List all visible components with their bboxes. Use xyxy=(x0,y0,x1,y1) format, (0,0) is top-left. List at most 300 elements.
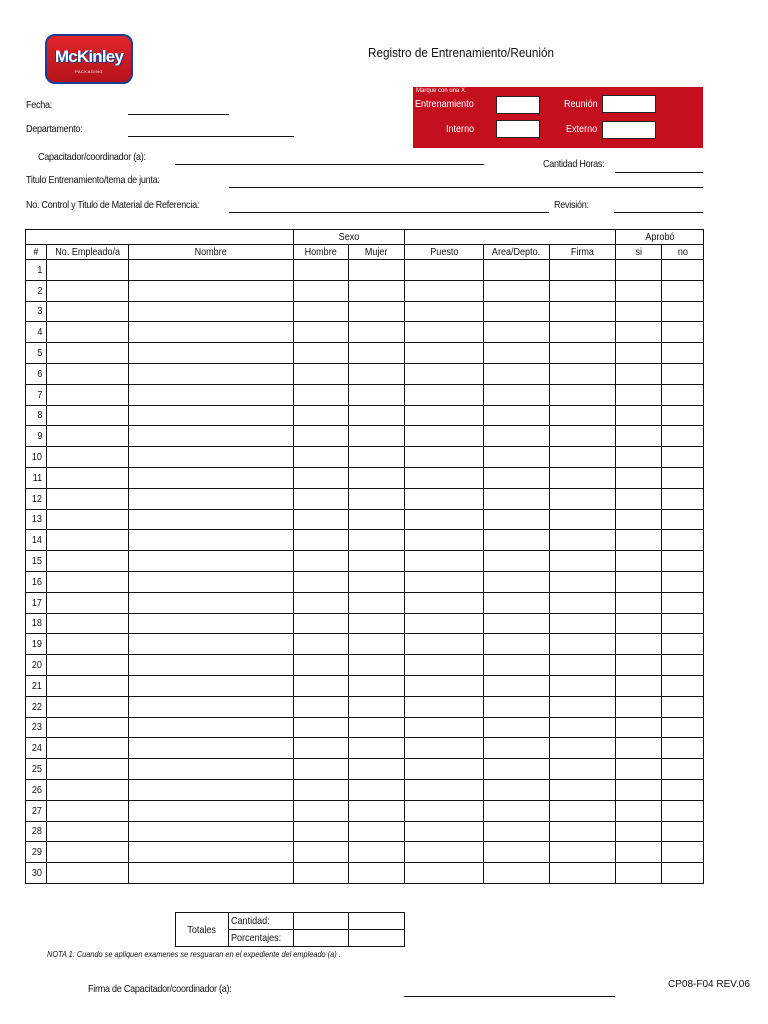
table-cell[interactable] xyxy=(47,343,129,364)
row-number: 6 xyxy=(26,363,47,384)
table-cell[interactable] xyxy=(129,759,294,780)
table-cell[interactable] xyxy=(484,343,550,364)
table-cell[interactable] xyxy=(662,842,704,863)
table-cell[interactable] xyxy=(405,551,484,572)
table-cell[interactable] xyxy=(405,675,484,696)
table-cell[interactable] xyxy=(484,675,550,696)
table-cell[interactable] xyxy=(129,738,294,759)
table-cell[interactable] xyxy=(662,863,704,884)
revision-field[interactable] xyxy=(614,212,703,213)
table-cell[interactable] xyxy=(294,363,349,384)
table-cell[interactable] xyxy=(129,551,294,572)
table-cell[interactable] xyxy=(662,530,704,551)
table-cell[interactable] xyxy=(616,696,662,717)
table-cell[interactable] xyxy=(550,655,616,676)
table-cell[interactable] xyxy=(294,696,349,717)
table-cell[interactable] xyxy=(129,655,294,676)
table-cell[interactable] xyxy=(550,800,616,821)
table-cell[interactable] xyxy=(349,322,405,343)
table-cell[interactable] xyxy=(484,322,550,343)
table-cell[interactable] xyxy=(294,842,349,863)
table-cell[interactable] xyxy=(405,634,484,655)
table-cell[interactable] xyxy=(349,759,405,780)
table-cell[interactable] xyxy=(484,800,550,821)
table-cell[interactable] xyxy=(550,613,616,634)
table-cell[interactable] xyxy=(662,426,704,447)
table-cell[interactable] xyxy=(349,655,405,676)
table-cell[interactable] xyxy=(294,551,349,572)
table-cell[interactable] xyxy=(294,613,349,634)
table-cell[interactable] xyxy=(294,863,349,884)
table-cell[interactable] xyxy=(47,800,129,821)
table-cell[interactable] xyxy=(484,842,550,863)
table-cell[interactable] xyxy=(349,717,405,738)
table-cell[interactable] xyxy=(405,509,484,530)
total-hombre-porcentaje[interactable] xyxy=(294,930,349,947)
table-cell[interactable] xyxy=(294,509,349,530)
table-cell[interactable] xyxy=(550,717,616,738)
table-cell[interactable] xyxy=(616,280,662,301)
table-cell[interactable] xyxy=(349,779,405,800)
table-cell[interactable] xyxy=(662,467,704,488)
table-cell[interactable] xyxy=(662,571,704,592)
table-cell[interactable] xyxy=(662,384,704,405)
table-cell[interactable] xyxy=(294,717,349,738)
table-cell[interactable] xyxy=(47,779,129,800)
total-mujer-cantidad[interactable] xyxy=(349,913,405,930)
no-control-field[interactable] xyxy=(229,212,549,213)
table-cell[interactable] xyxy=(550,571,616,592)
table-cell[interactable] xyxy=(616,675,662,696)
table-cell[interactable] xyxy=(294,800,349,821)
table-cell[interactable] xyxy=(484,467,550,488)
table-cell[interactable] xyxy=(616,343,662,364)
table-cell[interactable] xyxy=(616,655,662,676)
table-cell[interactable] xyxy=(484,551,550,572)
table-row xyxy=(26,571,704,592)
table-cell[interactable] xyxy=(484,530,550,551)
table-cell[interactable] xyxy=(550,634,616,655)
table-cell[interactable] xyxy=(550,301,616,322)
table-cell[interactable] xyxy=(662,800,704,821)
table-cell[interactable] xyxy=(616,613,662,634)
table-cell[interactable] xyxy=(129,467,294,488)
table-cell[interactable] xyxy=(550,384,616,405)
table-cell[interactable] xyxy=(47,863,129,884)
reunion-checkbox[interactable] xyxy=(602,95,656,113)
table-cell[interactable] xyxy=(550,821,616,842)
table-cell[interactable] xyxy=(294,571,349,592)
titulo-field[interactable] xyxy=(229,187,703,188)
table-cell[interactable] xyxy=(662,488,704,509)
table-cell[interactable] xyxy=(47,717,129,738)
table-cell[interactable] xyxy=(294,592,349,613)
table-cell[interactable] xyxy=(484,384,550,405)
table-cell[interactable] xyxy=(129,717,294,738)
table-cell[interactable] xyxy=(294,280,349,301)
table-cell[interactable] xyxy=(294,343,349,364)
table-cell[interactable] xyxy=(405,447,484,468)
table-cell[interactable] xyxy=(349,634,405,655)
table-cell[interactable] xyxy=(550,759,616,780)
table-cell[interactable] xyxy=(616,551,662,572)
total-mujer-porcentaje[interactable] xyxy=(349,930,405,947)
table-cell[interactable] xyxy=(47,738,129,759)
table-cell[interactable] xyxy=(47,426,129,447)
table-cell[interactable] xyxy=(616,467,662,488)
table-cell[interactable] xyxy=(129,509,294,530)
table-cell[interactable] xyxy=(616,488,662,509)
table-cell[interactable] xyxy=(550,343,616,364)
table-cell[interactable] xyxy=(405,842,484,863)
table-cell[interactable] xyxy=(484,426,550,447)
table-cell[interactable] xyxy=(484,405,550,426)
table-cell[interactable] xyxy=(129,634,294,655)
table-cell[interactable] xyxy=(484,447,550,468)
table-cell[interactable] xyxy=(484,717,550,738)
table-cell[interactable] xyxy=(349,405,405,426)
table-cell[interactable] xyxy=(47,405,129,426)
table-cell[interactable] xyxy=(349,592,405,613)
table-cell[interactable] xyxy=(294,759,349,780)
table-cell[interactable] xyxy=(662,301,704,322)
table-cell[interactable] xyxy=(47,842,129,863)
table-cell[interactable] xyxy=(349,343,405,364)
type-instruction: Marque con una X. xyxy=(416,88,467,94)
firma-field[interactable] xyxy=(404,996,615,997)
row-number: 24 xyxy=(26,738,47,759)
table-cell[interactable] xyxy=(405,655,484,676)
table-cell[interactable] xyxy=(349,675,405,696)
table-cell[interactable] xyxy=(616,530,662,551)
table-cell[interactable] xyxy=(616,322,662,343)
table-cell[interactable] xyxy=(550,426,616,447)
table-cell[interactable] xyxy=(349,613,405,634)
table-cell[interactable] xyxy=(484,280,550,301)
table-cell[interactable] xyxy=(349,447,405,468)
departamento-field[interactable] xyxy=(128,136,294,137)
table-cell[interactable] xyxy=(47,592,129,613)
row-number: 20 xyxy=(26,655,47,676)
table-cell[interactable] xyxy=(484,863,550,884)
table-cell[interactable] xyxy=(550,280,616,301)
table-cell[interactable] xyxy=(47,821,129,842)
table-cell[interactable] xyxy=(47,530,129,551)
table-cell[interactable] xyxy=(129,280,294,301)
table-cell[interactable] xyxy=(550,488,616,509)
table-cell[interactable] xyxy=(294,634,349,655)
table-cell[interactable] xyxy=(47,301,129,322)
table-cell[interactable] xyxy=(484,779,550,800)
table-cell[interactable] xyxy=(349,467,405,488)
table-cell[interactable] xyxy=(349,488,405,509)
table-cell[interactable] xyxy=(616,779,662,800)
table-cell[interactable] xyxy=(294,779,349,800)
table-cell[interactable] xyxy=(616,800,662,821)
table-cell[interactable] xyxy=(405,613,484,634)
table-cell[interactable] xyxy=(662,717,704,738)
table-cell[interactable] xyxy=(129,821,294,842)
table-cell[interactable] xyxy=(616,759,662,780)
col-header: no xyxy=(662,245,704,260)
table-cell[interactable] xyxy=(294,530,349,551)
table-cell[interactable] xyxy=(405,571,484,592)
table-cell[interactable] xyxy=(484,592,550,613)
table-cell[interactable] xyxy=(550,842,616,863)
table-cell[interactable] xyxy=(405,343,484,364)
table-cell[interactable] xyxy=(47,363,129,384)
table-cell[interactable] xyxy=(294,301,349,322)
table-cell[interactable] xyxy=(349,738,405,759)
table-cell[interactable] xyxy=(616,821,662,842)
table-cell[interactable] xyxy=(616,717,662,738)
table-cell[interactable] xyxy=(47,467,129,488)
table-cell[interactable] xyxy=(550,863,616,884)
table-cell[interactable] xyxy=(129,696,294,717)
table-cell[interactable] xyxy=(484,634,550,655)
table-cell[interactable] xyxy=(616,426,662,447)
table-cell[interactable] xyxy=(129,592,294,613)
table-cell[interactable] xyxy=(550,779,616,800)
table-cell[interactable] xyxy=(405,821,484,842)
table-cell[interactable] xyxy=(550,675,616,696)
table-row xyxy=(26,551,704,572)
table-cell[interactable] xyxy=(616,447,662,468)
table-cell[interactable] xyxy=(484,363,550,384)
table-cell[interactable] xyxy=(129,571,294,592)
table-cell[interactable] xyxy=(405,592,484,613)
table-cell[interactable] xyxy=(47,696,129,717)
table-cell[interactable] xyxy=(484,301,550,322)
col-header: # xyxy=(26,245,47,260)
table-cell[interactable] xyxy=(662,592,704,613)
table-row xyxy=(26,696,704,717)
table-cell[interactable] xyxy=(662,551,704,572)
table-cell[interactable] xyxy=(662,821,704,842)
row-number: 12 xyxy=(26,488,47,509)
table-cell[interactable] xyxy=(405,738,484,759)
table-cell[interactable] xyxy=(47,551,129,572)
table-cell[interactable] xyxy=(616,634,662,655)
table-cell[interactable] xyxy=(349,571,405,592)
cantidad-horas-field[interactable] xyxy=(615,172,703,173)
table-cell[interactable] xyxy=(616,592,662,613)
table-cell[interactable] xyxy=(294,821,349,842)
table-cell[interactable] xyxy=(405,759,484,780)
table-cell[interactable] xyxy=(616,863,662,884)
table-cell[interactable] xyxy=(484,509,550,530)
table-cell[interactable] xyxy=(349,426,405,447)
table-cell[interactable] xyxy=(662,634,704,655)
table-cell[interactable] xyxy=(550,363,616,384)
table-cell[interactable] xyxy=(662,696,704,717)
table-cell[interactable] xyxy=(616,363,662,384)
table-cell[interactable] xyxy=(349,551,405,572)
table-cell[interactable] xyxy=(47,634,129,655)
capacitador-field[interactable] xyxy=(175,164,484,165)
table-cell[interactable] xyxy=(616,842,662,863)
table-cell[interactable] xyxy=(349,509,405,530)
table-cell[interactable] xyxy=(349,301,405,322)
table-cell[interactable] xyxy=(616,571,662,592)
table-cell[interactable] xyxy=(47,322,129,343)
table-cell[interactable] xyxy=(662,509,704,530)
total-hombre-cantidad[interactable] xyxy=(294,913,349,930)
table-cell[interactable] xyxy=(550,447,616,468)
table-cell[interactable] xyxy=(349,696,405,717)
fecha-field[interactable] xyxy=(128,114,229,115)
table-cell[interactable] xyxy=(662,613,704,634)
table-cell[interactable] xyxy=(129,863,294,884)
table-cell[interactable] xyxy=(616,260,662,281)
table-cell[interactable] xyxy=(662,675,704,696)
table-cell[interactable] xyxy=(129,301,294,322)
table-cell[interactable] xyxy=(294,260,349,281)
table-cell[interactable] xyxy=(294,405,349,426)
table-cell[interactable] xyxy=(294,488,349,509)
table-cell[interactable] xyxy=(405,301,484,322)
table-cell[interactable] xyxy=(405,530,484,551)
table-cell[interactable] xyxy=(662,447,704,468)
table-cell[interactable] xyxy=(662,405,704,426)
externo-checkbox[interactable] xyxy=(602,121,656,139)
table-cell[interactable] xyxy=(294,322,349,343)
table-cell[interactable] xyxy=(129,322,294,343)
table-cell[interactable] xyxy=(662,343,704,364)
table-cell[interactable] xyxy=(550,467,616,488)
table-cell[interactable] xyxy=(616,384,662,405)
table-cell[interactable] xyxy=(349,530,405,551)
table-cell[interactable] xyxy=(129,343,294,364)
table-cell[interactable] xyxy=(662,363,704,384)
table-cell[interactable] xyxy=(484,696,550,717)
table-cell[interactable] xyxy=(294,426,349,447)
table-cell[interactable] xyxy=(47,759,129,780)
table-cell[interactable] xyxy=(129,363,294,384)
table-cell[interactable] xyxy=(294,655,349,676)
table-cell[interactable] xyxy=(129,405,294,426)
table-cell[interactable] xyxy=(294,447,349,468)
table-cell[interactable] xyxy=(484,260,550,281)
table-cell[interactable] xyxy=(550,509,616,530)
table-cell[interactable] xyxy=(349,821,405,842)
table-cell[interactable] xyxy=(405,488,484,509)
table-cell[interactable] xyxy=(484,738,550,759)
table-cell[interactable] xyxy=(662,759,704,780)
table-cell[interactable] xyxy=(405,260,484,281)
table-cell[interactable] xyxy=(550,738,616,759)
table-cell[interactable] xyxy=(47,280,129,301)
table-cell[interactable] xyxy=(349,863,405,884)
table-row xyxy=(26,821,704,842)
table-cell[interactable] xyxy=(405,800,484,821)
table-cell[interactable] xyxy=(662,260,704,281)
table-cell[interactable] xyxy=(405,280,484,301)
table-cell[interactable] xyxy=(129,613,294,634)
table-cell[interactable] xyxy=(550,322,616,343)
table-cell[interactable] xyxy=(47,613,129,634)
table-cell[interactable] xyxy=(550,592,616,613)
table-cell[interactable] xyxy=(129,675,294,696)
table-cell[interactable] xyxy=(294,738,349,759)
table-cell[interactable] xyxy=(129,447,294,468)
table-cell[interactable] xyxy=(616,509,662,530)
table-cell[interactable] xyxy=(405,696,484,717)
entrenamiento-checkbox[interactable] xyxy=(496,96,540,114)
porcentajes-label: Porcentajes: xyxy=(229,930,294,947)
table-cell[interactable] xyxy=(405,322,484,343)
table-cell[interactable] xyxy=(349,800,405,821)
table-cell[interactable] xyxy=(129,779,294,800)
externo-label: Externo xyxy=(566,123,598,135)
table-cell[interactable] xyxy=(484,759,550,780)
table-cell[interactable] xyxy=(47,384,129,405)
table-cell[interactable] xyxy=(47,509,129,530)
table-cell[interactable] xyxy=(662,738,704,759)
table-cell[interactable] xyxy=(129,488,294,509)
table-cell[interactable] xyxy=(484,571,550,592)
table-cell[interactable] xyxy=(349,842,405,863)
table-cell[interactable] xyxy=(405,779,484,800)
table-row xyxy=(26,426,704,447)
table-cell[interactable] xyxy=(129,842,294,863)
table-cell[interactable] xyxy=(294,384,349,405)
table-cell[interactable] xyxy=(662,280,704,301)
table-cell[interactable] xyxy=(550,551,616,572)
table-cell[interactable] xyxy=(349,260,405,281)
table-cell[interactable] xyxy=(550,696,616,717)
table-cell[interactable] xyxy=(405,717,484,738)
table-cell[interactable] xyxy=(129,800,294,821)
table-cell[interactable] xyxy=(405,863,484,884)
table-cell[interactable] xyxy=(129,530,294,551)
table-cell[interactable] xyxy=(349,363,405,384)
table-cell[interactable] xyxy=(47,675,129,696)
table-cell[interactable] xyxy=(550,260,616,281)
interno-checkbox[interactable] xyxy=(496,120,540,138)
table-cell[interactable] xyxy=(47,260,129,281)
table-cell[interactable] xyxy=(484,655,550,676)
table-cell[interactable] xyxy=(616,301,662,322)
table-cell[interactable] xyxy=(662,779,704,800)
table-cell[interactable] xyxy=(129,426,294,447)
table-cell[interactable] xyxy=(405,384,484,405)
table-cell[interactable] xyxy=(484,488,550,509)
table-cell[interactable] xyxy=(405,405,484,426)
table-cell[interactable] xyxy=(405,426,484,447)
table-cell[interactable] xyxy=(129,260,294,281)
table-cell[interactable] xyxy=(47,571,129,592)
table-cell[interactable] xyxy=(405,363,484,384)
table-cell[interactable] xyxy=(405,467,484,488)
table-cell[interactable] xyxy=(662,322,704,343)
table-cell[interactable] xyxy=(616,738,662,759)
table-cell[interactable] xyxy=(484,613,550,634)
table-cell[interactable] xyxy=(484,821,550,842)
table-cell[interactable] xyxy=(550,530,616,551)
table-cell[interactable] xyxy=(550,405,616,426)
table-cell[interactable] xyxy=(349,384,405,405)
table-cell[interactable] xyxy=(616,405,662,426)
table-cell[interactable] xyxy=(47,447,129,468)
table-cell[interactable] xyxy=(47,655,129,676)
table-cell[interactable] xyxy=(129,384,294,405)
table-cell[interactable] xyxy=(662,655,704,676)
table-cell[interactable] xyxy=(294,675,349,696)
table-cell[interactable] xyxy=(349,280,405,301)
table-cell[interactable] xyxy=(294,467,349,488)
table-cell[interactable] xyxy=(47,488,129,509)
